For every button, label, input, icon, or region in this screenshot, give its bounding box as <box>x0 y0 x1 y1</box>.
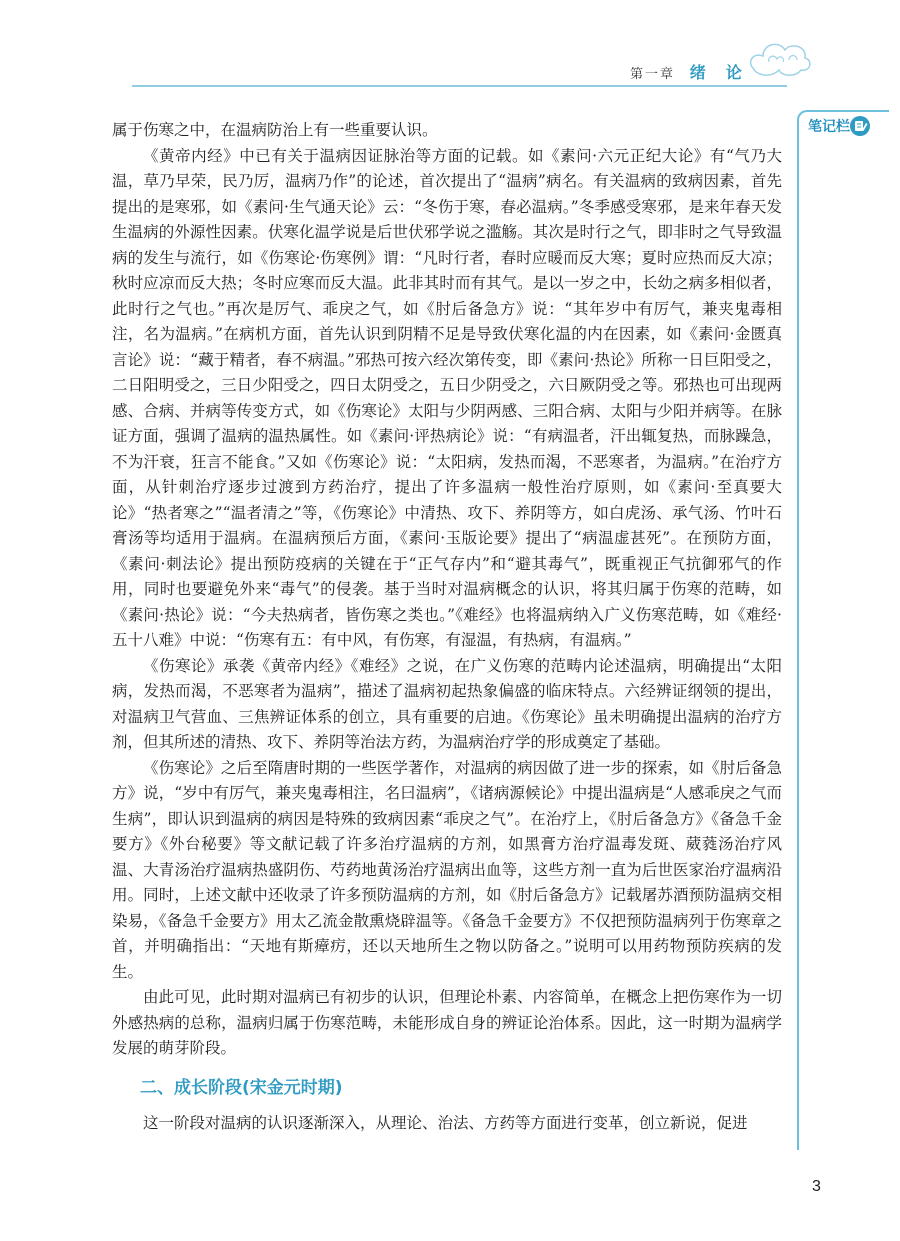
page-header <box>0 0 900 105</box>
cloud-ornament-icon <box>745 32 815 82</box>
main-text <box>112 118 782 1137</box>
paragraph: 属于伤寒之中，在温病防治上有一些重要认识。 <box>112 121 438 139</box>
notes-margin-rule <box>797 140 799 1150</box>
chapter-name: 绪 论 <box>689 63 744 82</box>
paragraph: 《伤寒论》承袭《黄帝内经》《难经》之说，在广义伤寒的范畴内论述温病，明确提出“太阳病，发热而渴，不恶寒者为温病”，描述了温病初起热象偏盛的临床特点。六经辨证纲领的提出，对温病卫气营血、三焦辨证体系的创立，具有重要的启迪。《伤寒论》虽未明确提出温病的治疗方剂，但其所述的清热、攻下、养阴等治法方药，为温病治疗学的形成奠定了基础。 <box>112 656 782 751</box>
header-rule <box>132 85 787 87</box>
page-number: 3 <box>812 1178 821 1195</box>
chapter-number: 第一章 <box>630 67 676 82</box>
section-heading: 二、成长阶段(宋金元时期) <box>140 1077 343 1098</box>
paragraph: 《黄帝内经》中已有关于温病因证脉治等方面的记载。如《素问·六元正纪大论》有“气乃大温，草乃早荣，民乃厉，温病乃作”的论述，首次提出了“温病”病名。有关温病的致病因素，首先提出的是寒邪，如《素问·生气通天论》云：“冬伤于寒，春必温病。”冬季感受寒邪，是来年春天发生温病的外源性因素。伏寒化温学说是后世伏邪学说之滥觞。其次是时行之气，即非时之气导致温病的发生与流行，如《伤寒论·伤寒例》谓：“凡时行者，春时应暖而反大寒；夏时应热而反大凉；秋时应凉而反大热；冬时应寒而反大温。此非其时而有其气。是以一岁之中，长幼之病多相似者，此时行之气也。”再次是厉气、乖戾之气，如《肘后备急方》说：“其年岁中有厉气，兼夹鬼毒相注，名为温病。”在病机方面，首先认识到阴精不足是导致伏寒化温的内在因素，如《素问·金匮真言论》说：“藏于精者，春不病温。”邪热可按六经次第传变，即《素问·热论》所称一日巨阳受之，二日阳明受之，三日少阳受之，四日太阴受之，五日少阴受之，六日厥阴受之等。邪热也可出现两感、合病、并病等传变方式，如《伤寒论》太阳与少阴两感、三阳合病、太阳与少阳并病等。在脉证方面，强调了温病的温热属性。如《素问·评热病论》说：“有病温者，汗出辄复热，而脉躁急，不为汗衰，狂言不能食。”又如《伤寒论》说：“太阳病，发热而渴，不恶寒者，为温病。”在治疗方面，从针刺治疗逐步过渡到方药治疗，提出了许多温病一般性治疗原则，如《素问·至真要大论》“热者寒之”“温者清之”等，《伤寒论》中清热、攻下、养阴等方，如白虎汤、承气汤、竹叶石膏汤等均适用于温病。在温病预后方面，《素问·玉版论要》提出了“病温虚甚死”。在预防方面，《素问·刺法论》提出预防疫病的关键在于“正气存内”和“避其毒气”，既重视正气抗御邪气的作用，同时也要避免外来“毒气”的侵袭。基于当时对温病概念的认识，将其归属于伤寒的范畴，如《素问·热论》说：“今夫热病者，皆伤寒之类也。”《难经》也将温病纳入广义伤寒范畴，如《难经·五十八难》中说：“伤寒有五：有中风，有伤寒，有湿温，有热病，有温病。” <box>112 146 782 649</box>
paragraph: 由此可见，此时期对温病已有初步的认识，但理论朴素、内容简单，在概念上把伤寒作为一切外感热病的总称，温病归属于伤寒范畴，未能形成自身的辨证论治体系。因此，这一时期为温病学发展的萌芽阶段。 <box>112 988 782 1057</box>
paragraph: 这一阶段对温病的认识逐渐深入，从理论、治法、方药等方面进行变革，创立新说，促进 <box>143 1114 748 1132</box>
paragraph: 《伤寒论》之后至隋唐时期的一些医学著作，对温病的病因做了进一步的探索，如《肘后备急方》说，“岁中有厉气，兼夹鬼毒相注，名曰温病”，《诸病源候论》中提出温病是“人感乖戾之气而生病”，即认识到温病的病因是特殊的致病因素“乖戾之气”。在治疗上，《肘后备急方》《备急千金要方》《外台秘要》等文献记载了许多治疗温病的方剂，如黑膏方治疗温毒发斑、葳蕤汤治疗风温、大青汤治疗温病热盛阴伤、芍药地黄汤治疗温病出血等，这些方剂一直为后世医家治疗温病沿用。同时，上述文献中还收录了许多预防温病的方剂，如《肘后备急方》记载屠苏酒预防温病交相染易，《备急千金要方》用太乙流金散熏烧辟温等。《备急千金要方》不仅把预防温病列于伤寒章之首，并明确指出：“天地有斯瘴疠，还以天地所生之物以防备之。”说明可以用药物预防疾病的发生。 <box>112 758 782 981</box>
notes-pencil-icon <box>849 115 871 137</box>
notes-label: 笔记栏 <box>808 119 850 135</box>
chapter-title <box>630 60 744 82</box>
